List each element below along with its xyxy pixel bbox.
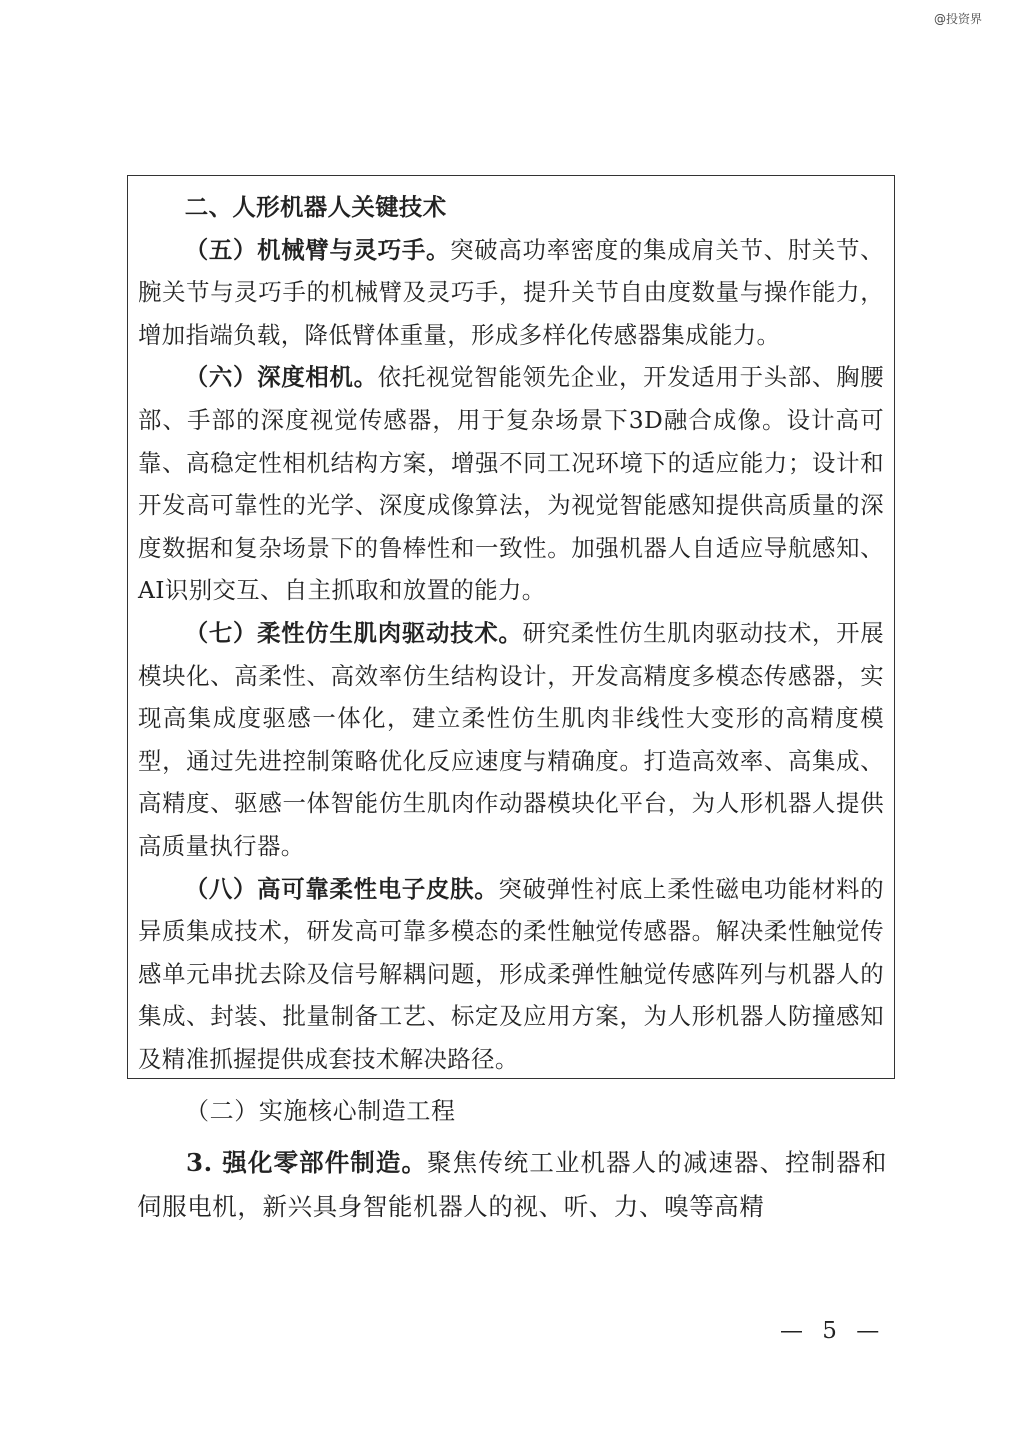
paragraph-3 [137, 1141, 887, 1229]
box-heading: 二、人形机器人关键技术 [184, 193, 447, 221]
item-7 [138, 612, 884, 868]
item-8 [138, 868, 884, 1081]
item-8-title: （八）高可靠柔性电子皮肤。 [184, 874, 499, 903]
item-7-title: （七）柔性仿生肌肉驱动技术。 [184, 618, 523, 647]
watermark: @投资界 [933, 12, 982, 26]
item-6-title: （六）深度相机。 [184, 363, 378, 392]
item-8-text: 突破弹性衬底上柔性磁电功能材料的异质集成技术，研发高可靠多模态的柔性触觉传感器。解决柔性触觉传感单元串扰去除及信号解耦问题，形成柔弹性触觉传感阵列与机器人的集成、封装、批量制备工艺、标定及应用方案，为人形机器人防撞感知及精准抓握提供成套技术解决路径。 [138, 874, 885, 1073]
item-5 [138, 229, 884, 357]
section-heading: （二）实施核心制造工程 [185, 1097, 456, 1125]
item-5-text: 突破高功率密度的集成肩关节、肘关节、腕关节与灵巧手的机械臂及灵巧手，提升关节自由度数量与操作能力，增加指端负载，降低臂体重量，形成多样化传感器集成能力。 [138, 235, 884, 349]
item-5-title: （五）机械臂与灵巧手。 [184, 235, 451, 264]
page-number: — 5 — [780, 1318, 886, 1344]
item-6-text: 依托视觉智能领先企业，开发适用于头部、胸腰部、手部的深度视觉传感器，用于复杂场景下3D融合成像。设计高可靠、高稳定性相机结构方案，增强不同工况环境下的适应能力；设计和开发高可靠性的光学、深度成像算法，为视觉智能感知提供高质量的深度数据和复杂场景下的鲁棒性和一致性。加强机器人自适应导航感知、AI识别交互、自主抓取和放置的能力。 [138, 363, 885, 605]
paragraph-3-text: 聚焦传统工业机器人的减速器、控制器和伺服电机，新兴具身智能机器人的视、听、力、嗅等高精 [137, 1148, 887, 1221]
item-6 [138, 356, 884, 612]
paragraph-3-title: 3. 强化零部件制造。 [186, 1148, 428, 1177]
highlight-box [127, 175, 895, 1079]
item-7-text: 研究柔性仿生肌肉驱动技术，开展模块化、高柔性、高效率仿生结构设计，开发高精度多模态传感器，实现高集成度驱感一体化，建立柔性仿生肌肉非线性大变形的高精度模型，通过先进控制策略优化反应速度与精确度。打造高效率、高集成、高精度、驱感一体智能仿生肌肉作动器模块化平台，为人形机器人提供高质量执行器。 [138, 618, 884, 860]
